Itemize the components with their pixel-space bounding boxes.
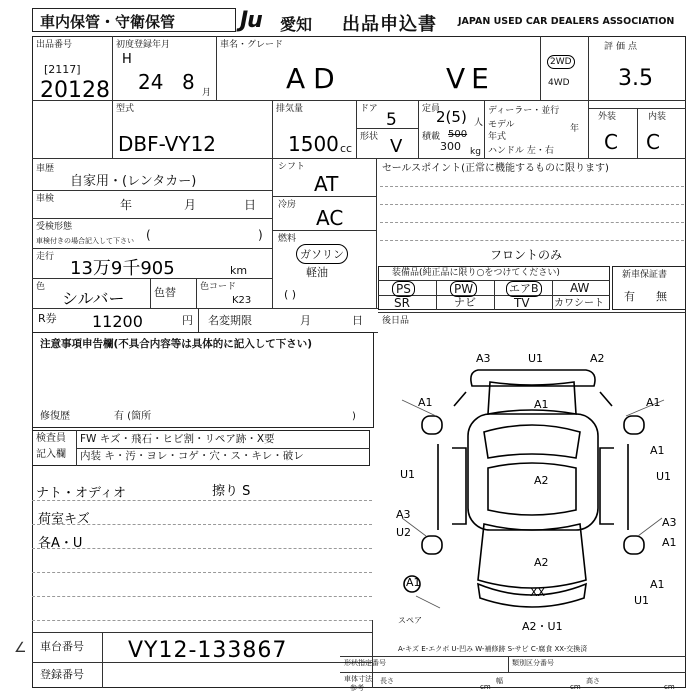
checker-label-1: 検査員 (36, 433, 66, 444)
mark-a1-right-quarter: A1 (662, 536, 677, 549)
drive-2wd: 2WD (547, 55, 575, 69)
type-label: 型式 (116, 104, 135, 114)
height-unit: cm (664, 683, 675, 691)
rule (272, 158, 273, 308)
len-unit: cm (480, 683, 491, 691)
rule (418, 100, 419, 158)
name-change-month: 月 (300, 314, 311, 327)
rule (102, 632, 103, 688)
mark-a2-u1-rear-bumper: A2・U1 (522, 620, 563, 633)
rule (32, 248, 272, 249)
rule (340, 672, 686, 673)
remark-1b: 擦り S (212, 484, 251, 499)
mark-xx-tailgate: XX (530, 586, 546, 599)
reg-month-unit: 月 (202, 88, 212, 98)
mark-a3-right-rear: A3 (662, 516, 677, 529)
rule (32, 620, 372, 621)
left-margin-mark: ∠ (14, 640, 27, 656)
color-swap-label: 色替 (154, 286, 176, 299)
color-label: 色 (36, 282, 46, 292)
load-value: 500 (448, 129, 468, 140)
rule (32, 548, 372, 549)
handle-label: ハンドル 左・右 (488, 146, 554, 156)
model-name: AD (286, 62, 343, 95)
color-code: K23 (232, 295, 252, 306)
rule (588, 36, 589, 158)
equip-pw: PW (450, 281, 477, 297)
size-label: 車体寸法 (344, 675, 372, 683)
mark-a1-hood: A1 (534, 398, 549, 411)
notes-label: 注意事項申告欄(不具合内容等は具体的に記入して下さい) (40, 338, 313, 350)
ext-grade: C (604, 130, 618, 154)
name-change-label: 名変期限 (208, 314, 252, 327)
mark-a1-right-quarter-lower: A1 (650, 578, 665, 591)
displacement-value: 1500 (288, 132, 339, 156)
inspection-day: 日 (244, 198, 257, 212)
ju-logo: Ju (240, 8, 262, 33)
rule (32, 158, 686, 159)
equip-navi: ナビ (454, 296, 476, 309)
lot-number: 20128 (40, 78, 110, 103)
rule (32, 218, 272, 219)
rule (484, 100, 485, 158)
class-label: 類別区分番号 (512, 659, 554, 667)
mark-u1-front: U1 (528, 352, 544, 365)
equip-label: 装備品(純正品に限り○をつけてください) (392, 268, 560, 278)
equip-tv: TV (514, 296, 530, 310)
rule (378, 312, 686, 313)
rule (112, 36, 113, 158)
change-label: 年式 (488, 132, 507, 142)
shift-value: AT (314, 172, 339, 196)
len-label: 長さ (380, 677, 394, 685)
warranty-no: 無 (656, 290, 667, 303)
association-name: 愛知 (280, 15, 313, 34)
mark-u1-left-door: U1 (400, 468, 416, 481)
aircon-label: 冷房 (278, 200, 297, 210)
rule (196, 278, 197, 308)
receipt-open: ( (146, 228, 151, 242)
mark-a3-left-rear: A3 (396, 508, 411, 521)
rule (380, 186, 684, 187)
mileage-value: 13万9千905 (70, 258, 175, 279)
recycle-unit: 円 (182, 314, 193, 327)
mark-u1-right-rear: U1 (634, 594, 650, 607)
history-value: 自家用・(レンタカー) (70, 174, 197, 189)
drive-4wd: 4WD (548, 78, 570, 88)
fuel-label: 燃料 (278, 234, 297, 244)
model-year-label: モデル (488, 120, 515, 130)
lot-small: [2117] (44, 63, 81, 76)
rule (76, 448, 370, 449)
rule (540, 36, 541, 100)
fuel-paren: ( ) (284, 288, 297, 301)
inspection-month: 月 (184, 198, 197, 212)
shape-label: 形状 (360, 132, 379, 142)
remark-1: ナト・オディオ (36, 486, 126, 501)
model-grade: VE (446, 62, 495, 95)
mark-u2-left-rear: U2 (396, 526, 412, 539)
score-label: 評価点 (604, 42, 641, 52)
reg-label: 初度登録年月 (116, 40, 171, 50)
doors-label: ドア (360, 104, 378, 114)
equip-aw: AW (570, 281, 590, 295)
ext-label: 外装 (598, 112, 617, 122)
equip-sr: SR (394, 296, 410, 310)
remark-2: 荷室キズ (38, 512, 90, 527)
checker-row-2: 内装 キ・汚・ヨレ・コゲ・穴・ス・キレ・破レ (80, 450, 304, 462)
rule (494, 280, 495, 310)
inspection-year: 年 (120, 198, 133, 212)
rule (76, 430, 77, 466)
height-label: 高さ (586, 677, 600, 685)
rule (356, 100, 357, 158)
equip-seat: カワシート (554, 298, 604, 309)
form-title: 出品申込書 (342, 14, 437, 35)
capacity-value: 2(5) (436, 108, 467, 126)
color-value: シルバー (62, 289, 125, 308)
checker-row-1: FW キズ・飛石・ヒビ割・リペア跡・X要 (80, 433, 275, 445)
rule (380, 204, 684, 205)
rule (272, 100, 273, 158)
equip-ps: PS (392, 281, 415, 297)
rule (380, 240, 684, 241)
recycle-value: 11200 (92, 312, 143, 331)
registration-label: 登録番号 (40, 668, 84, 681)
color-code-label: 色コード (200, 282, 237, 292)
mark-a3-front-left: A3 (476, 352, 491, 365)
doors-value: 5 (386, 110, 397, 130)
rule (32, 572, 372, 573)
rule (508, 656, 509, 672)
rule (376, 158, 377, 308)
mark-u1-right-door: U1 (656, 470, 672, 483)
mark-a2-front-right: A2 (590, 352, 605, 365)
load-unit: kg (470, 147, 481, 157)
receipt-sub: 車検付きの場合記入して下さい (36, 237, 134, 245)
rule (380, 222, 684, 223)
shape-value: V (390, 136, 403, 157)
repair-value: 有 (箇所 (114, 411, 152, 422)
rule (272, 196, 376, 197)
mileage-label: 走行 (36, 252, 55, 262)
recycle-label: R券 (38, 312, 57, 325)
equip-airbag: エアB (506, 281, 542, 297)
after-label: 後日品 (382, 316, 410, 326)
spare-label: スペア (398, 616, 422, 625)
rule (150, 278, 151, 308)
rule (372, 620, 373, 688)
sales-label: セールスポイント(正常に機能するものに限ります) (382, 163, 609, 174)
rule (32, 632, 372, 633)
mark-a1-right-front-door: A1 (650, 444, 665, 457)
rule (340, 656, 686, 657)
repair-close: ) (352, 411, 356, 422)
mark-a2-tailgate: A2 (534, 556, 549, 569)
mark-a1-left-fender: A1 (418, 396, 433, 409)
width-unit: cm (570, 683, 581, 691)
ref-label: 参考 (350, 684, 364, 692)
load-corrected: 300 (440, 140, 461, 153)
rule (32, 190, 272, 191)
rule (216, 36, 217, 100)
chassis-value: VY12-133867 (128, 638, 288, 663)
receipt-label: 受検形態 (36, 222, 73, 232)
rule (272, 230, 376, 231)
displacement-unit: cc (340, 142, 353, 155)
type-value: DBF-VY12 (118, 132, 217, 156)
association-en: JAPAN USED CAR DEALERS ASSOCIATION (458, 16, 675, 27)
model-label: 車名・グレード (220, 40, 284, 50)
mark-a1-right-fender: A1 (646, 396, 661, 409)
history-label: 車歴 (36, 164, 55, 174)
checker-label-2: 記入欄 (36, 449, 66, 460)
chassis-label: 車台番号 (40, 640, 84, 653)
rule (436, 280, 437, 310)
remark-3: 各A・U (38, 536, 83, 551)
equip-note: フロントのみ (490, 248, 563, 262)
inspection-label: 車検 (36, 194, 55, 204)
warranty-label: 新車保証書 (622, 270, 668, 280)
reg-year: 24 (138, 70, 164, 94)
model-year-unit: 年 (570, 124, 580, 134)
reg-era: H (122, 52, 132, 67)
warranty-yes: 有 (624, 290, 635, 303)
mark-a2-roof: A2 (534, 474, 549, 487)
int-label: 内装 (648, 112, 667, 122)
legend: A-キズ E-エクボ U-凹み W-補修跡 S-サビ C-腐食 XX-交換済 (398, 645, 588, 653)
storage-title: 車内保管・守衛保管 (40, 13, 176, 31)
name-change-day: 日 (352, 314, 363, 327)
load-label: 積載 (422, 132, 441, 142)
rule (32, 596, 372, 597)
aircon-value: AC (316, 206, 344, 230)
mileage-unit: km (230, 264, 248, 277)
rule (552, 280, 553, 310)
capacity-label: 定員 (422, 104, 441, 114)
rule (198, 308, 199, 332)
type-designation-label: 形状指定番号 (344, 659, 386, 667)
rule (637, 108, 638, 158)
mark-a1-left-quarter: A1 (406, 576, 421, 589)
score-value: 3.5 (618, 66, 653, 91)
dealer-label: ディーラー・並行 (488, 106, 560, 116)
int-grade: C (646, 130, 660, 154)
receipt-close: ) (258, 228, 263, 242)
width-label: 幅 (496, 677, 503, 685)
fuel-diesel: 軽油 (306, 266, 328, 279)
displacement-label: 排気量 (276, 104, 304, 114)
rule (32, 308, 378, 309)
reg-month: 8 (182, 70, 195, 94)
capacity-unit: 人 (474, 118, 484, 128)
repair-label: 修復歴 (40, 411, 70, 422)
shift-label: シフト (278, 162, 306, 172)
fuel-gas: ガソリン (296, 244, 348, 264)
lot-label: 出品番号 (36, 40, 73, 50)
